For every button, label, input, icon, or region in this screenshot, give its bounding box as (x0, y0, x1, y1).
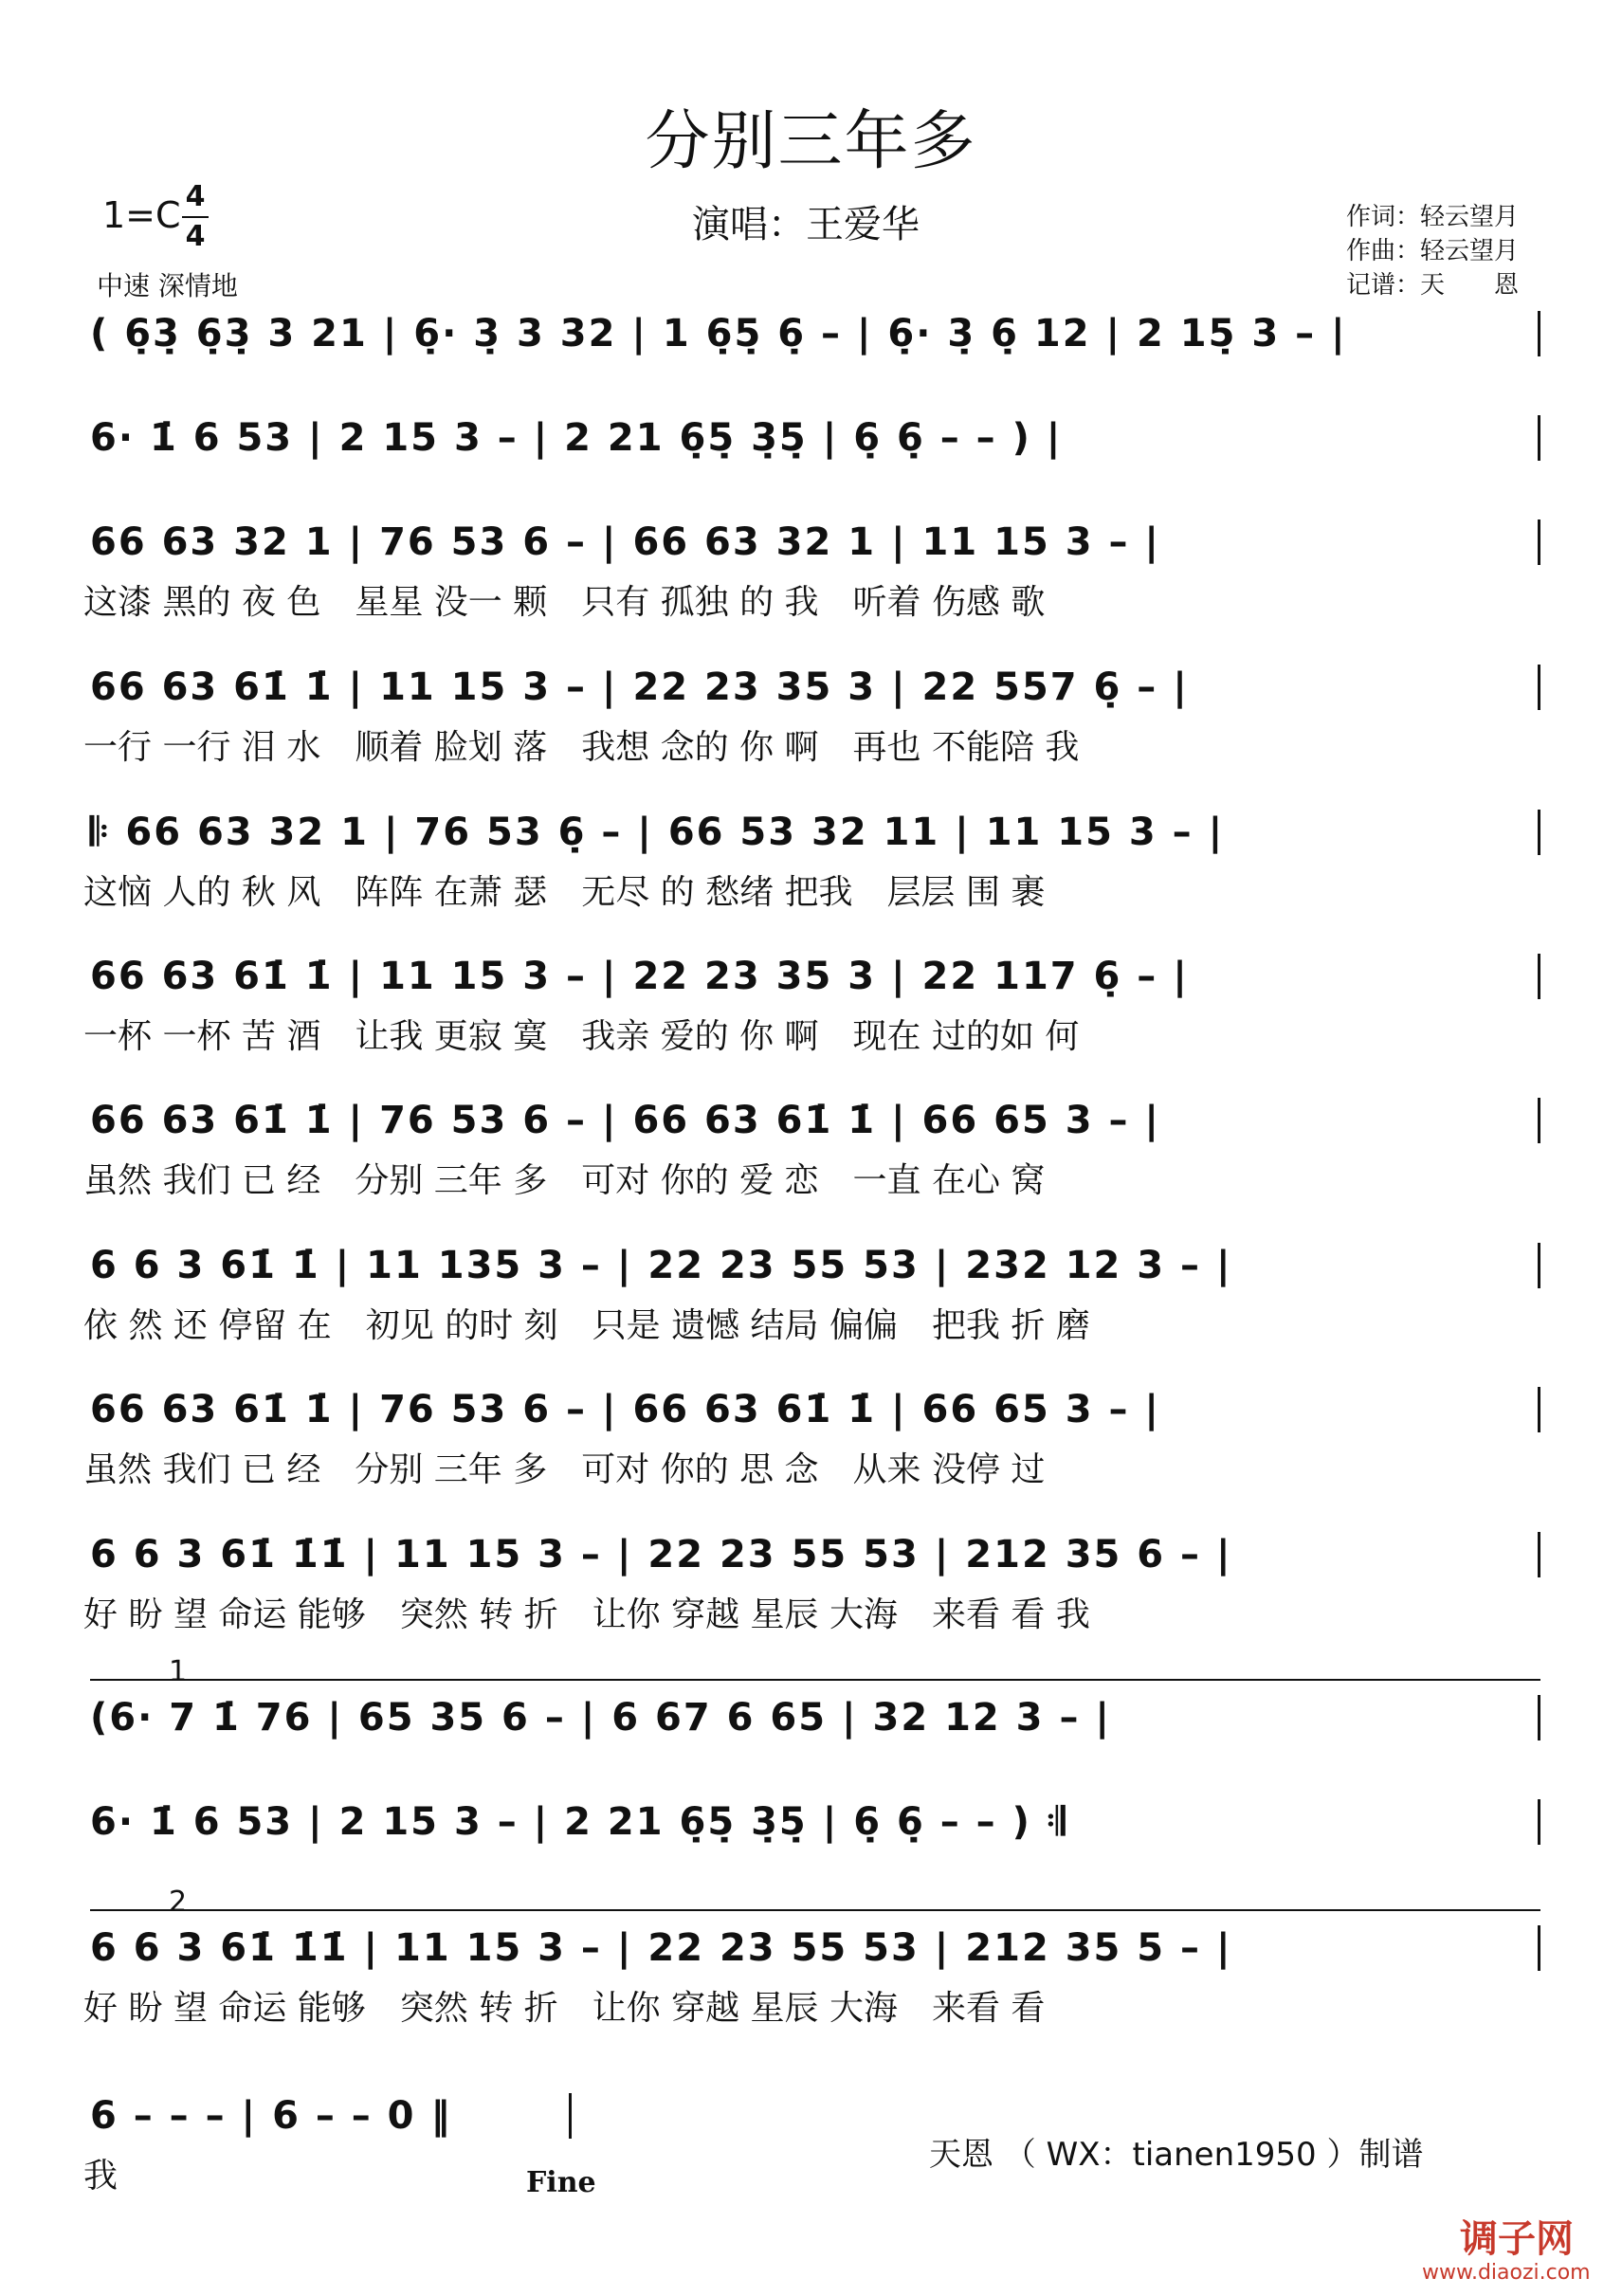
system-end-barline (1538, 1532, 1540, 1577)
watermark-logo: 调子网 (1460, 2217, 1574, 2261)
volta-bracket-2 (90, 1899, 1540, 1918)
lyrics-line: 这漆 黑的 夜 色 星星 没一 颗 只有 孤独 的 我 听着 伤感 歌 (83, 583, 1046, 622)
lyrics-line: 虽然 我们 已 经 分别 三年 多 可对 你的 爱 恋 一直 在心 窝 (83, 1161, 1046, 1200)
notation-line: 66 63 61̇ 1̇ | 76 53 6 – | 66 63 61̇ 1̇ | 66 65 3 – | (90, 1099, 1160, 1142)
notation-line: 66 63 61̇ 1̇ | 11 15 3 – | 22 23 35 3 | 22 117 6̣ – | (90, 955, 1189, 998)
tempo-marking: 中速 深情地 (97, 270, 238, 301)
system-end-barline (1538, 311, 1540, 356)
system-end-barline (1538, 665, 1540, 710)
notation-line: 6 6 3 61̇ 1̇1̇ | 11 15 3 – | 22 23 55 53 | 212 35 6 – | (90, 1533, 1232, 1576)
lyrics-line: 一杯 一杯 苦 酒 让我 更寂 寞 我亲 爱的 你 啊 现在 过的如 何 (83, 1017, 1080, 1056)
notation-line: 66 63 61̇ 1̇ | 76 53 6 – | 66 63 61̇ 1̇ | 66 65 3 – | (90, 1388, 1160, 1431)
lyrics-line: 我 (83, 2157, 118, 2196)
system-end-barline (1538, 1799, 1540, 1845)
system-end-barline (1538, 1925, 1540, 1971)
notation-line: 66 63 61̇ 1̇ | 11 15 3 – | 22 23 35 3 | 22 557 6̣ – | (90, 665, 1189, 709)
system-end-barline (1538, 1695, 1540, 1740)
time-bottom: 4 (185, 220, 206, 253)
system-end-barline (1538, 1098, 1540, 1143)
system-end-barline (1538, 954, 1540, 999)
notation-line: 6 – – – | 6 – – 0 ‖ (90, 2094, 452, 2138)
notation-line: 6· 1̇ 6 53 | 2 15 3 – | 2 21 6̣5̣ 3̣5̣ | 6̣ 6̣ – – ) | (90, 416, 1063, 460)
lyrics-line: 这恼 人的 秋 风 阵阵 在萧 瑟 无尽 的 愁绪 把我 层层 围 裹 (83, 873, 1046, 912)
notation-line: 6 6 3 61̇ 1̇1̇ | 11 15 3 – | 22 23 55 53 | 212 35 5 – | (90, 1926, 1232, 1970)
notation-line: 66 63 32 1 | 76 53 6 – | 66 63 32 1 | 11 15 3 – | (90, 520, 1160, 564)
time-signature (182, 180, 209, 254)
system-end-barline (1538, 1387, 1540, 1432)
volta-2-label: 2 (169, 1886, 188, 1919)
song-title: 分别三年多 (645, 104, 977, 179)
lyrics-line: 虽然 我们 已 经 分别 三年 多 可对 你的 思 念 从来 没停 过 (83, 1450, 1046, 1489)
system-end-barline (1538, 1243, 1540, 1288)
transcriber-credit: 记谱：天 恩 (1346, 271, 1520, 300)
lyrics-line: 依 然 还 停留 在 初见 的时 刻 只是 遗憾 结局 偏偏 把我 折 磨 (83, 1306, 1090, 1345)
system-end-barline (1538, 415, 1540, 461)
lyrics-line: 一行 一行 泪 水 顺着 脸划 落 我想 念的 你 啊 再也 不能陪 我 (83, 728, 1080, 767)
lyrics-line: 好 盼 望 命运 能够 突然 转 折 让你 穿越 星辰 大海 来看 看 (83, 1989, 1046, 2028)
fine-marking: Fine (526, 2166, 596, 2199)
system-end-barline (1538, 519, 1540, 565)
notation-line: (6· 7 1̇ 76 | 65 35 6 – | 6 67 6 65 | 32 12 3 – | (90, 1696, 1111, 1740)
system-end-barline (569, 2093, 572, 2139)
lyrics-line: 好 盼 望 命运 能够 突然 转 折 让你 穿越 星辰 大海 来看 看 我 (83, 1595, 1090, 1634)
maker-credit: 天恩 （ WX：tianen1950 ）制谱 (929, 2136, 1424, 2174)
volta-1-label: 1 (169, 1655, 188, 1688)
singer-credit: 演唱：王爱华 (692, 203, 920, 246)
notation-line: 6 6 3 61̇ 1̇ | 11 135 3 – | 22 23 55 53 | 232 12 3 – | (90, 1244, 1232, 1287)
notation-line: 6· 1̇ 6 53 | 2 15 3 – | 2 21 6̣5̣ 3̣5̣ | 6̣ 6̣ – – ) 𝄇 (90, 1800, 1067, 1844)
lyricist-credit: 作词：轻云望月 (1346, 203, 1520, 231)
system-end-barline (1538, 810, 1540, 855)
notation-line: 𝄆 66 63 32 1 | 76 53 6̣ – | 66 53 32 11 | 11 15 3 – | (90, 811, 1225, 854)
composer-credit: 作曲：轻云望月 (1346, 237, 1520, 265)
time-top: 4 (185, 180, 206, 213)
key-signature: 1=C (102, 194, 181, 236)
watermark-url: www.diaozi.com (1422, 2261, 1591, 2285)
notation-line: ( 6̣3̣ 6̣3̣ 3 21 | 6̣· 3̣ 3 32 | 1 6̣5̣ 6̣ – | 6̣· 3̣ 6̣ 12 | 2 15̣ 3 – | (90, 312, 1347, 355)
volta-bracket-1 (90, 1668, 1540, 1687)
